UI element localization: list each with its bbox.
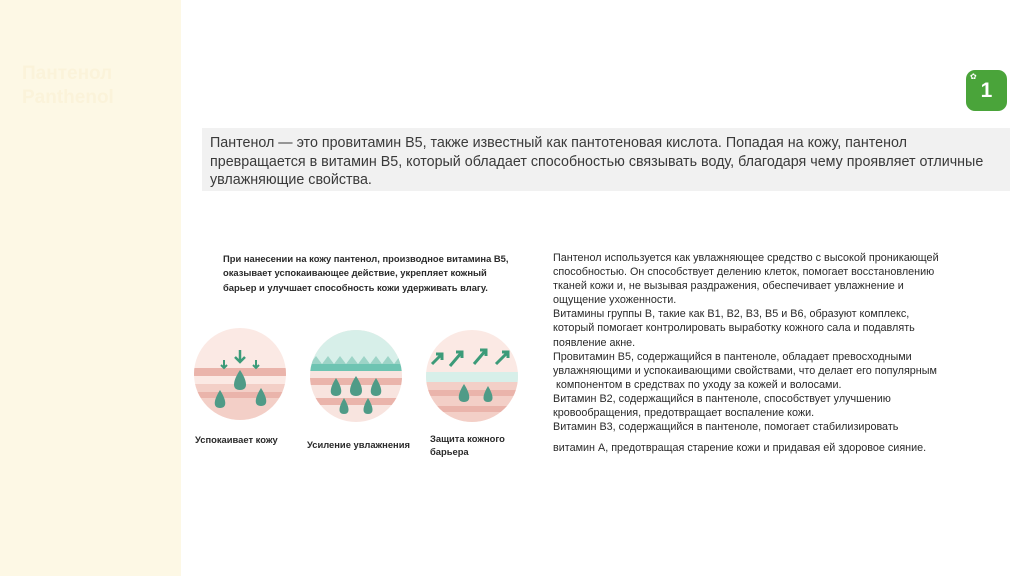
description-line: увлажняющими и успокаивающими свойствами, что делает его популярным bbox=[553, 364, 937, 377]
sidebar-title-ru: Пантенол bbox=[22, 63, 113, 84]
intro-box bbox=[202, 128, 1010, 191]
description-line: ощущение ухоженности. bbox=[553, 294, 677, 307]
description-line: появление акне. bbox=[553, 336, 636, 349]
description-line: витамин А, предотвращая старение кожи и придавая ей здоровое сияние. bbox=[553, 442, 927, 455]
icon-label-moisture: Усиление увлажнения bbox=[307, 439, 410, 450]
sidebar-title-en: Panthenol bbox=[22, 87, 114, 108]
description-line: Витамин В3, содержащийся в пантеноле, помогает стабилизировать bbox=[553, 421, 899, 434]
description-line: Пантенол используется как увлажняющее средство с высокой проникающей bbox=[553, 252, 939, 264]
infographic-caption: При нанесении на кожу пантенол, производное витамина B5, оказывает успокаивающее действие, укрепляет кожный барьер и улучшает способность кожи удерживать влагу. bbox=[223, 253, 509, 293]
sidebar bbox=[0, 0, 181, 576]
slide-number: 1 bbox=[980, 79, 993, 102]
icon-label-barrier: Защита кожного барьера bbox=[430, 433, 505, 457]
description-line: Витамин В2, содержащийся в пантеноле, способствует улучшению bbox=[553, 392, 891, 405]
slide-number-badge bbox=[966, 70, 1007, 111]
description-line: Витамины группы В, такие как В1, В2, В3, В5 и В6, образуют комплекс, bbox=[553, 308, 910, 321]
description-line: способностью. Он способствует делению клеток, помогает восстановлению bbox=[553, 266, 935, 279]
gear-icon: ✿ bbox=[970, 72, 977, 81]
description-line: который помогает контролировать выработку кожного сала и подавлять bbox=[553, 322, 915, 335]
intro-text: Пантенол — это провитамин B5, также известный как пантотеновая кислота. Попадая на кожу, пантенол превращается в витамин B5, который обладает способностью связывать воду, благодаря чему проявляет отличные увлажняющие свойства. bbox=[210, 135, 984, 189]
description-line: тканей кожи и, не вызывая раздражения, обеспечивает увлажнение и bbox=[553, 280, 904, 293]
sidebar-title bbox=[22, 62, 114, 110]
soothe-skin-icon bbox=[194, 328, 286, 420]
icon-label-soothe: Успокаивает кожу bbox=[195, 434, 278, 445]
description-line: компонентом в средствах по уходу за кожей и волосами. bbox=[553, 378, 842, 391]
description-line: Провитамин В5, содержащийся в пантеноле, обладает превосходными bbox=[553, 350, 912, 363]
description-line: кровообращения, предотвращает воспаление кожи. bbox=[553, 407, 815, 420]
barrier-protection-icon bbox=[426, 330, 518, 422]
description-text bbox=[553, 251, 1003, 455]
moisture-boost-icon bbox=[310, 330, 402, 422]
